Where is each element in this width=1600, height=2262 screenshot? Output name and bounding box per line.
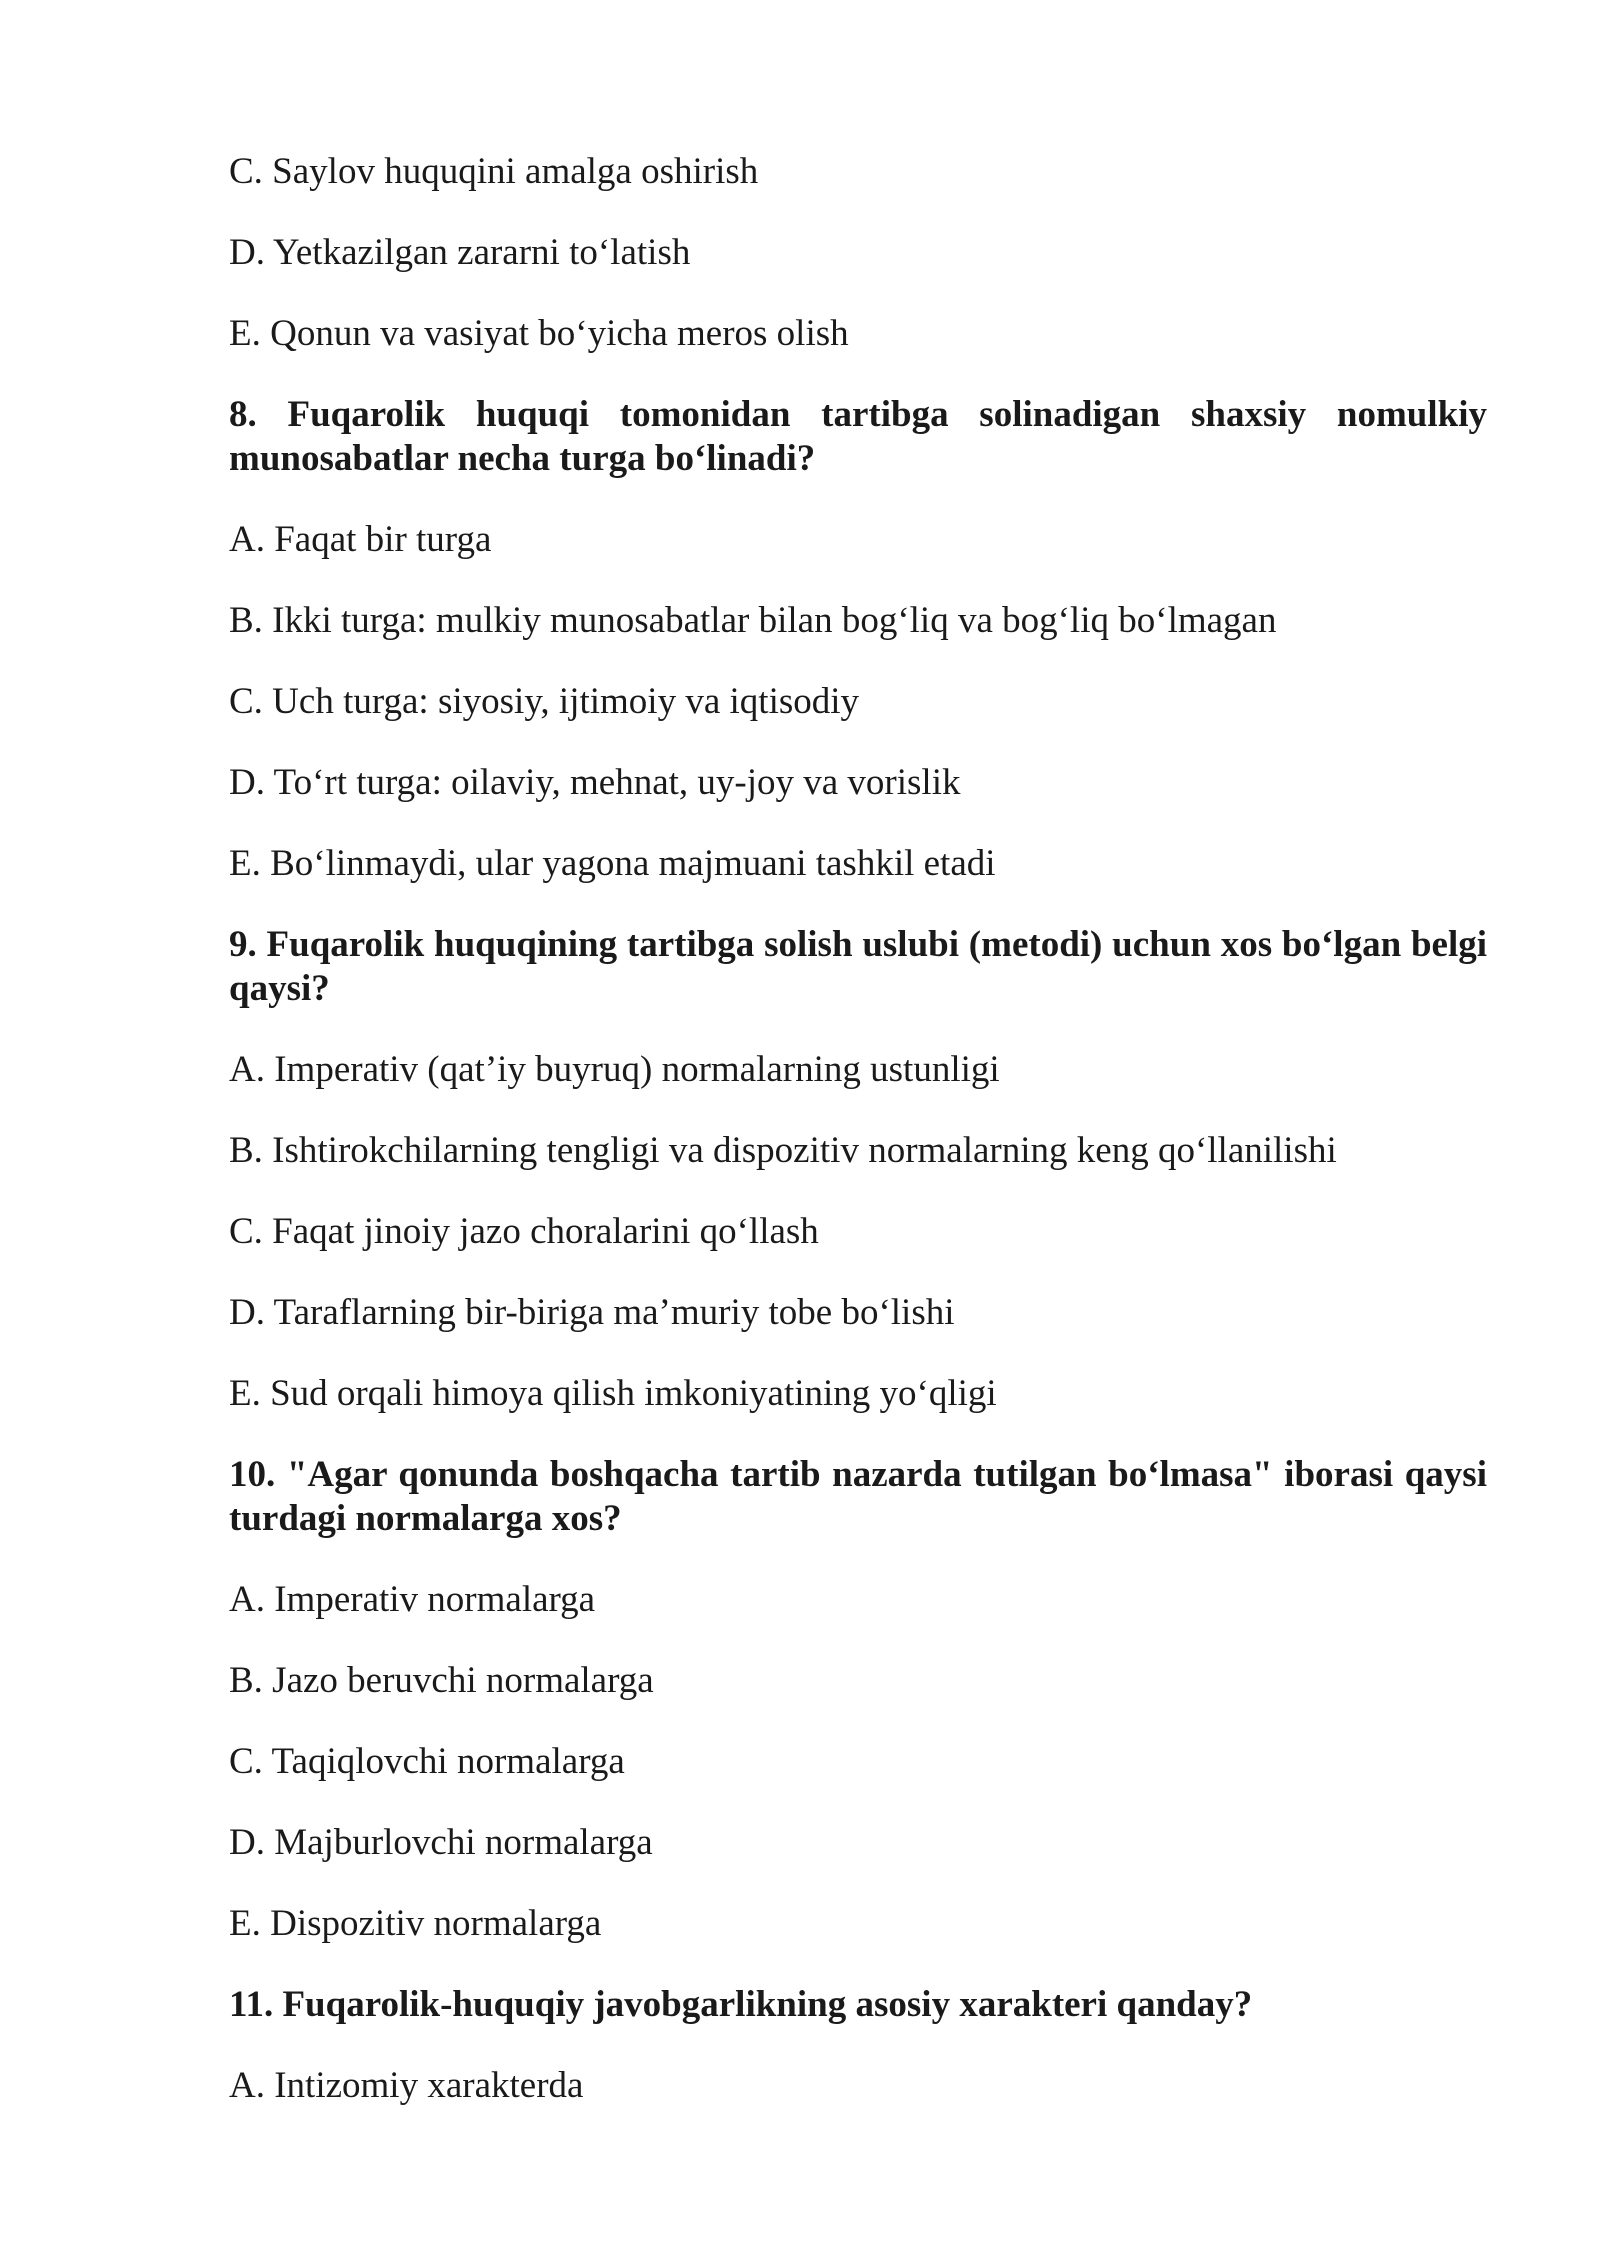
question-10-line-2: turdagi normalarga xos? [229, 1498, 622, 1539]
answer-option: B. Jazo beruvchi normalarga [229, 1660, 654, 1701]
answer-option: B. Ishtirokchilarning tengligi va dispozitiv normalarning keng qo‘llanilishi [229, 1130, 1337, 1171]
answer-option: D. Majburlovchi normalarga [229, 1822, 653, 1863]
answer-option: A. Intizomiy xarakterda [229, 2065, 584, 2106]
answer-option: D. To‘rt turga: oilaviy, mehnat, uy-joy va vorislik [229, 762, 961, 803]
answer-option: A. Imperativ normalarga [229, 1579, 596, 1620]
answer-option: A. Faqat bir turga [229, 519, 492, 560]
question-8-line-1: 8. Fuqarolik huquqi tomonidan tartibga solinadigan shaxsiy nomulkiy [229, 394, 1487, 435]
question-9-line-1: 9. Fuqarolik huquqining tartibga solish uslubi (metodi) uchun xos bo‘lgan belgi [229, 924, 1487, 965]
answer-option: E. Dispozitiv normalarga [229, 1903, 602, 1944]
answer-option: C. Taqiqlovchi normalarga [229, 1741, 625, 1782]
question-10-heading [229, 1453, 1487, 1541]
question-10-line-1: 10. "Agar qonunda boshqacha tartib nazarda tutilgan bo‘lmasa" iborasi qaysi [229, 1454, 1487, 1495]
answer-option: B. Ikki turga: mulkiy munosabatlar bilan bog‘liq va bog‘liq bo‘lmagan [229, 600, 1277, 641]
question-11-heading [229, 1983, 1487, 2027]
question-11-line-1: 11. Fuqarolik-huquqiy javobgarlikning asosiy xarakteri qanday? [229, 1984, 1253, 2025]
answer-option: C. Faqat jinoiy jazo choralarini qo‘llash [229, 1211, 819, 1252]
answer-option: D. Taraflarning bir-biriga ma’muriy tobe bo‘lishi [229, 1292, 955, 1333]
question-9-line-2: qaysi? [229, 968, 330, 1009]
answer-option: C. Saylov huquqini amalga oshirish [229, 151, 759, 192]
question-8-heading [229, 393, 1487, 481]
answer-option: E. Qonun va vasiyat bo‘yicha meros olish [229, 313, 849, 354]
question-9-heading [229, 923, 1487, 1011]
answer-option: A. Imperativ (qat’iy buyruq) normalarning ustunligi [229, 1049, 1000, 1090]
answer-option: E. Sud orqali himoya qilish imkoniyatining yo‘qligi [229, 1373, 997, 1414]
question-8-line-2: munosabatlar necha turga bo‘linadi? [229, 438, 816, 479]
answer-option: C. Uch turga: siyosiy, ijtimoiy va iqtisodiy [229, 681, 860, 722]
answer-option: E. Bo‘linmaydi, ular yagona majmuani tashkil etadi [229, 843, 996, 884]
answer-option: D. Yetkazilgan zararni to‘latish [229, 232, 691, 273]
document-page [229, 150, 1487, 2145]
